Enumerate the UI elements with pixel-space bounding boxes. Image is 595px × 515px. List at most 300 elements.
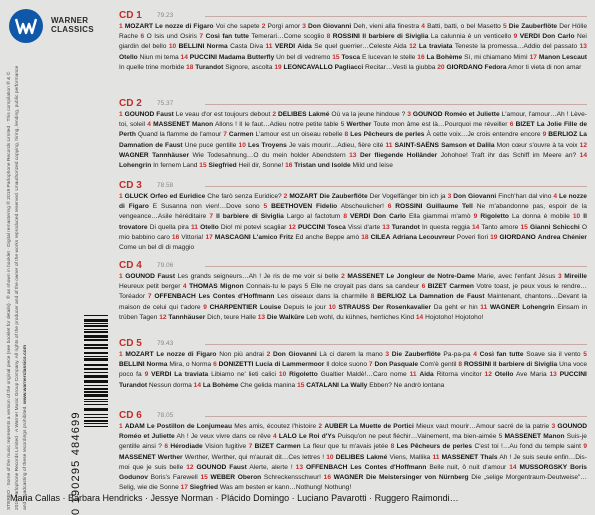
- track-number: 3: [558, 273, 562, 280]
- track-number: 20: [437, 63, 445, 71]
- track-item: [191, 224, 288, 231]
- aria-title: Mon cœur s'ouvre à ta voix: [496, 141, 578, 149]
- opera-title: Roméo et Juliette: [444, 111, 500, 118]
- opera-title: L'amico Fritz: [252, 233, 294, 241]
- composer: CATALANI: [306, 381, 339, 389]
- cd-title: CD 3: [119, 180, 142, 191]
- barcode-bar: [84, 335, 108, 338]
- track-number: 8: [390, 443, 395, 451]
- composer: LEONCAVALLO: [283, 63, 333, 71]
- aria-title: Di quella pira: [149, 223, 189, 231]
- track-item: [141, 33, 200, 40]
- aria-title: Gualtier Maldè!…Caro nome: [320, 371, 407, 379]
- aria-title: Recitar…Vesti la giubba: [365, 63, 436, 71]
- aria-title: Où va la jeune hindoue ?: [331, 111, 406, 118]
- track-item: [223, 131, 344, 138]
- barcode-bar: [84, 420, 108, 422]
- track-number: 13: [382, 223, 390, 231]
- composer: BERLIOZ: [377, 293, 407, 301]
- cd-block: [115, 10, 587, 73]
- opera-title: Gianni Schicchi: [529, 223, 580, 231]
- opera-title: Manon: [543, 433, 565, 441]
- opera-title: Don Carlo: [542, 33, 575, 41]
- divider: [205, 104, 587, 105]
- composer: SAINT-SAËNS: [394, 141, 439, 149]
- aria-title: Soave sia il vento: [526, 351, 581, 358]
- cd-duration: 78.58: [157, 182, 174, 189]
- opera-title: Die Walküre: [266, 313, 305, 321]
- opera-title: Il barbiere di Siviglia: [492, 361, 558, 369]
- track-item: [186, 64, 274, 71]
- aria-title: Leb wohl, du kühnes, herrliches Kind: [306, 313, 415, 321]
- aria-title: Johohoe! Traft ihr das Schiff im Meere an?: [440, 151, 577, 159]
- aria-title: Schreckensschwur!: [263, 474, 321, 482]
- track-number: 12: [159, 313, 167, 321]
- aria-title: L'amour est un oiseau rebelle: [255, 131, 343, 139]
- track-item: [181, 54, 333, 61]
- opera-title: Lohengrin: [119, 162, 152, 170]
- track-number: 9: [473, 213, 478, 221]
- opera-title: Norma: [146, 361, 168, 369]
- aria-title: Je vais mourir…Adieu, fière cité: [288, 141, 384, 149]
- composer: GIORDANO: [446, 63, 483, 71]
- aria-title: Mild und leise: [352, 162, 393, 170]
- legal-copy: STEREO · Some of the music represents a version of the original piece (see booklet for details) · ℗ as shown in booklet · Digital remastering ℗ 2019 Parlophone Records Limited · This compilation ℗ & © 2019 Parlophone Records Limited · A Warner Music Group Company. All rights of the producer and of the owner of the works reproduced reserved. Unauthorized copying, hiring, lending, public performance and broadcasting of these recordings prohibited.: [7, 65, 28, 510]
- barcode-bar: [84, 388, 108, 390]
- track-item: [285, 162, 393, 169]
- track-item: [409, 43, 580, 50]
- track-item: [186, 464, 295, 471]
- cd-title: CD 2: [119, 98, 142, 109]
- track-item: [199, 33, 326, 40]
- aria-title: Temerari…Come scoglio: [251, 33, 325, 41]
- track-number: 10: [168, 43, 177, 51]
- composer: DONIZETTI: [218, 361, 254, 369]
- track-number: 4: [272, 433, 277, 441]
- opera-title: La Damnation de Faust: [408, 293, 485, 301]
- opera-title: Die Zauberflöte: [508, 23, 558, 30]
- opera-title: Lakmé: [308, 111, 330, 118]
- track-number: 12: [484, 371, 492, 379]
- barcode-bar: [84, 352, 108, 354]
- track-number: 12: [186, 463, 194, 471]
- barcode-bar: [84, 323, 108, 324]
- opera-title: Aida: [419, 371, 434, 379]
- track-item: [341, 273, 558, 280]
- opera-title: Tosca: [327, 223, 346, 231]
- composer: WAGNER: [119, 151, 149, 159]
- cd-block: [115, 180, 587, 253]
- composer: MASSENET: [347, 273, 384, 280]
- opera-title: Tannhäuser: [152, 151, 190, 159]
- aria-title: Connais-tu le pays: [246, 283, 303, 291]
- cd-block: [115, 98, 587, 171]
- opera-title: Turandot: [391, 223, 420, 231]
- opera-title: Samson et Dalila: [441, 141, 495, 149]
- opera-title: La Bohème: [426, 53, 463, 61]
- opera-title: Tristan und Isolde: [294, 162, 351, 170]
- composer: GOUNOD: [557, 423, 588, 430]
- track-item: [472, 224, 520, 231]
- opera-title: Thaïs: [480, 453, 498, 461]
- aria-title: Mira, o Norma: [169, 361, 212, 369]
- opera-title: Siegfried: [189, 484, 218, 492]
- opera-title: Andrea Chénier: [537, 233, 587, 241]
- opera-title: Turandot: [119, 381, 148, 389]
- track-number: 10: [326, 453, 334, 461]
- track-item: [267, 351, 386, 358]
- track-number: 6: [421, 283, 426, 291]
- cd-header: [115, 410, 587, 422]
- aria-title: Werther, Werther, qui m'aurait dit…Ces lettres !: [184, 453, 325, 461]
- track-item: [328, 304, 480, 311]
- aria-title: Suis-je gentille ainsi ?: [119, 433, 587, 451]
- opera-title: Mireille: [564, 273, 587, 280]
- barcode-bar: [84, 356, 108, 357]
- track-number: 16: [171, 233, 180, 241]
- aria-title: Da geht er hin: [433, 303, 478, 311]
- aria-title: Che farò senza Euridice?: [207, 193, 282, 200]
- aria-title: Pa-pa-pa: [443, 351, 471, 358]
- opera-title: Carmen: [228, 131, 254, 139]
- composer: MASSENET: [119, 453, 156, 461]
- track-number: 19: [490, 233, 498, 241]
- composer: GLUCK: [124, 193, 149, 200]
- opera-title: Il trovatore: [119, 213, 587, 231]
- aria-title: Ritorna vincitor: [436, 371, 482, 379]
- opera-title: Die Zauberflöte: [319, 193, 368, 200]
- track-number: 8: [458, 361, 463, 369]
- divider: [205, 186, 587, 187]
- opera-title: Madama Butterfly: [218, 53, 275, 61]
- composer: ROSSINI: [332, 33, 360, 41]
- track-item: [296, 464, 510, 471]
- track-number: 5: [263, 203, 268, 211]
- track-item: [274, 64, 437, 71]
- opera-title: Le Roi d'Ys: [299, 433, 336, 441]
- aria-title: Une puce gentille: [184, 141, 237, 149]
- opera-title: Les Contes d'Hoffmann: [198, 293, 275, 301]
- aria-title: O Isis und Osiris: [146, 33, 197, 41]
- composer: PUCCINI: [559, 371, 587, 379]
- barcode-bar: [84, 394, 108, 397]
- track-number: 14: [509, 463, 517, 471]
- tracklist: [115, 10, 587, 490]
- track-item: [385, 351, 473, 358]
- track-number: 8: [370, 293, 375, 301]
- track-number: 14: [193, 381, 201, 389]
- barcode-bar: [84, 414, 108, 415]
- aria-title: Puisqu'on ne peut fléchir…Vainement, ma bien-aimée: [337, 433, 497, 441]
- composer: OFFENBACH: [154, 293, 196, 301]
- aria-title: Elle ne croyait pas dans sa candeur: [310, 283, 420, 291]
- track-number: 18: [186, 63, 194, 71]
- track-number: 17: [529, 53, 537, 61]
- track-number: 11: [409, 371, 417, 379]
- cd-title: CD 1: [119, 10, 142, 21]
- opera-title: Oberon: [237, 474, 262, 482]
- track-item: [249, 443, 391, 450]
- aria-title: Le veau d'or est toujours debout: [175, 111, 271, 118]
- track-number: 16: [285, 162, 293, 170]
- track-number: 16: [417, 53, 425, 61]
- cd-track-text: [115, 192, 587, 253]
- aria-title: Die „selige Morgentraum-Deutweise"…Selig, wie die Sonne: [119, 474, 587, 492]
- track-number: 14: [472, 223, 480, 231]
- barcode-bar: [84, 385, 108, 386]
- opera-title: Werther: [157, 453, 183, 461]
- track-number: 7: [199, 33, 204, 41]
- aria-title: Teneste la promessa…Addio del passato: [454, 43, 578, 51]
- cd-duration: 79.23: [157, 12, 174, 19]
- track-number: 8: [326, 33, 331, 41]
- aria-title: Ah ! Je veux vivre dans ce rêve: [176, 433, 271, 441]
- aria-title: Se quel guerrier…Celeste Aida: [314, 43, 407, 51]
- aria-title: Dich, teure Halle: [207, 313, 256, 321]
- track-number: 6: [140, 33, 145, 41]
- aria-title: Wie Todesahnung…O du mein holder Abendstern: [192, 151, 346, 159]
- opera-title: La traviata: [418, 43, 453, 51]
- composer: OFFENBACH: [305, 463, 348, 471]
- track-number: 4: [553, 193, 558, 200]
- aria-title: Libiamo ne' lieti calici: [211, 371, 277, 379]
- composer: GOUNOD: [412, 111, 443, 118]
- track-number: 10: [572, 213, 581, 221]
- track-item: [239, 142, 386, 149]
- track-number: 14: [415, 313, 424, 321]
- barcode-bar: [84, 325, 108, 327]
- opera-title: Les Pêcheurs de perles: [350, 131, 425, 139]
- track-item: [369, 361, 459, 368]
- cd-duration: 75.37: [157, 100, 174, 107]
- composer: MOZART: [289, 193, 318, 200]
- track-number: 1: [119, 423, 123, 430]
- track-item: [327, 33, 514, 40]
- aria-title: Heureux petit berger: [119, 283, 181, 291]
- barcode-bar: [84, 408, 108, 411]
- legal-text: [6, 60, 30, 510]
- track-item: [297, 382, 444, 389]
- composer: BEETHOVEN: [271, 203, 313, 211]
- composer: VERDI: [151, 371, 172, 379]
- track-item: [474, 213, 573, 220]
- track-number: 18: [361, 233, 369, 241]
- aria-title: Abscheulicher!: [340, 203, 384, 211]
- cd-header: [115, 338, 587, 350]
- track-item: [485, 371, 550, 378]
- track-item: [169, 43, 266, 50]
- opera-title: Manon Lescaut: [538, 53, 587, 61]
- cd-block: [115, 260, 587, 323]
- aria-title: Ave Maria: [516, 371, 547, 379]
- track-number: 17: [180, 484, 188, 492]
- barcode-digits: 0 190295 484699: [70, 411, 82, 515]
- track-number: 12: [579, 141, 588, 149]
- track-number: 14: [579, 151, 587, 159]
- track-item: [417, 54, 529, 61]
- track-item: [262, 23, 303, 30]
- opera-title: Boris Godunov: [119, 463, 587, 482]
- aria-title: Batti, batti, o bel Masetto: [427, 23, 501, 30]
- track-number: 1: [119, 273, 123, 280]
- track-number: 7: [248, 443, 253, 451]
- track-item: [385, 142, 579, 149]
- track-item: [410, 371, 485, 378]
- track-item: [148, 293, 371, 300]
- track-number: 1: [119, 23, 123, 30]
- track-number: 2: [272, 111, 276, 118]
- barcode-bar: [84, 391, 108, 393]
- composer: BERLIOZ: [548, 131, 578, 139]
- composer: MUSSORGSKY: [519, 463, 568, 471]
- aria-title: Sì, mi chiamano Mimì: [464, 53, 528, 61]
- opera-title: Otello: [200, 223, 219, 231]
- track-item: [119, 111, 272, 118]
- opera-title: Guillaume Tell: [426, 203, 473, 211]
- brand-line-1: WARNER: [51, 16, 89, 25]
- aria-title: Votre toast, je peux vous le rendre…Toréador: [119, 283, 587, 301]
- aria-title: Come un bel dì di maggio: [119, 244, 195, 252]
- aria-title: Mes amis, écoutez l'histoire: [234, 423, 317, 430]
- track-number: 4: [147, 121, 151, 129]
- track-item: [279, 371, 410, 378]
- composer: CHARPENTIER: [209, 303, 258, 311]
- spine-area: [0, 55, 112, 515]
- opera-title: Le nozze di Figaro: [156, 351, 217, 358]
- track-item: [343, 213, 473, 220]
- barcode-bar: [84, 331, 108, 333]
- opera-title: La traviata: [174, 371, 209, 379]
- composer: MASCAGNI: [214, 233, 251, 241]
- opera-title: Hérodiade: [170, 443, 203, 451]
- website-url: www.warnerclassics.com: [23, 344, 28, 404]
- track-item: [391, 443, 584, 450]
- opera-title: Aida: [297, 43, 312, 51]
- barcode-bar: [84, 347, 108, 349]
- track-number: 2: [318, 423, 323, 430]
- track-number: 4: [421, 23, 425, 30]
- track-item: [332, 54, 417, 61]
- composer: BIZET: [254, 443, 274, 451]
- track-item: [448, 193, 554, 200]
- track-item: [361, 234, 490, 241]
- track-item: [147, 121, 340, 128]
- track-item: [473, 351, 583, 358]
- aria-title: Una voce poco fa: [119, 361, 588, 379]
- aria-title: Vittoria!: [181, 233, 204, 241]
- aria-title: Les oiseaux dans la charmille: [277, 293, 368, 301]
- track-number: 10: [278, 371, 287, 379]
- divider: [205, 266, 587, 267]
- opera-title: Louise: [259, 303, 282, 311]
- composer: DELIBES: [277, 111, 307, 118]
- aria-title: Hojotoho! Hojotoho!: [425, 313, 484, 321]
- track-number: 11: [432, 453, 440, 461]
- aria-title: Niun mi tema: [139, 53, 179, 61]
- track-item: [164, 443, 248, 450]
- opera-title: Le Jongleur de Notre-Dame: [386, 273, 475, 280]
- brand-name: [51, 16, 94, 34]
- divider: [205, 344, 587, 345]
- track-number: 6: [387, 203, 392, 211]
- cd-title: CD 5: [119, 338, 142, 349]
- aria-title: Deh, vieni alla finestra: [353, 23, 420, 30]
- track-item: [119, 193, 284, 200]
- opera-title: Werther: [346, 121, 372, 129]
- composer: MASSENET: [153, 121, 190, 129]
- aria-title: Finch'han dal vino: [498, 193, 552, 200]
- opera-title: Faust: [156, 111, 174, 118]
- track-number: 2: [261, 23, 266, 30]
- track-number: 6: [509, 121, 514, 129]
- track-number: 15: [520, 223, 528, 231]
- aria-title: Porgi amor: [267, 23, 301, 30]
- divider: [205, 16, 587, 17]
- composer: WAGNER: [333, 474, 364, 482]
- track-item: [318, 423, 551, 430]
- track-number: 3: [385, 351, 390, 358]
- opera-title: Les Contes d'Hoffmann: [350, 463, 427, 471]
- cd-block: [115, 338, 587, 391]
- opera-title: Rigoletto: [289, 371, 318, 379]
- barcode-bar: [84, 375, 108, 378]
- aria-title: Der Vogelfänger bin ich ja: [369, 193, 446, 200]
- opera-title: Otello: [119, 53, 138, 61]
- track-number: 4: [182, 283, 187, 291]
- track-number: 5: [583, 351, 587, 358]
- aria-title: Nessun dorma: [148, 381, 192, 389]
- brand-line-2: CLASSICS: [51, 25, 94, 34]
- track-number: 10: [238, 141, 246, 149]
- composer: GOUNOD: [196, 463, 227, 471]
- track-number: 19: [274, 63, 282, 71]
- opera-title: La Damnation de Faust: [119, 131, 587, 149]
- opera-title: Adriana Lecouvreur: [392, 233, 455, 241]
- aria-title: O mio babbino caro: [119, 223, 587, 241]
- opera-title: Tosca: [341, 53, 361, 61]
- composer: MOZART: [125, 351, 154, 358]
- aria-title: Un bel dì vedremo: [276, 53, 331, 61]
- aria-title: Marie, avec l'enfant Jésus: [477, 273, 556, 280]
- aria-title: Heil dir, Sonne!: [238, 162, 284, 170]
- opera-title: La Wally: [340, 381, 368, 389]
- aria-title: Vision fugitive: [205, 443, 247, 451]
- aria-title: Signore, ascolta: [225, 63, 273, 71]
- barcode-bar: [84, 368, 108, 370]
- track-item: [172, 234, 206, 241]
- composer: PUCCINI: [189, 53, 217, 61]
- track-number: 1: [119, 111, 123, 118]
- track-number: 7: [223, 131, 227, 139]
- composer: MASSENET: [504, 433, 542, 441]
- aria-title: Casta Diva: [230, 43, 263, 51]
- cd-title: CD 6: [119, 410, 142, 421]
- aria-title: Maintenant, chantons…Devant la maison de celui qui t'adore: [119, 293, 587, 311]
- composer: GIORDANO: [499, 233, 536, 241]
- opera-title: Otello: [494, 371, 514, 379]
- aria-title: Là ci darem la mano: [319, 351, 383, 358]
- aria-title: In questa reggia: [421, 223, 470, 231]
- opera-title: Don Giovanni: [453, 193, 497, 200]
- aria-title: Les grands seigneurs…Ah ! Je ris de me voir si belle: [177, 273, 339, 280]
- opera-title: Fidelio: [315, 203, 338, 211]
- opera-title: Rigoletto: [480, 213, 509, 221]
- opera-title: La Bohème: [202, 381, 239, 389]
- aria-title: Belle nuit, ô nuit d'amour: [429, 463, 507, 471]
- aria-title: Allons ! Il le faut…Adieu notre petite table: [215, 121, 339, 129]
- opera-title: Lucia di Lammermoor: [255, 361, 325, 369]
- composer: ADAM: [124, 423, 145, 430]
